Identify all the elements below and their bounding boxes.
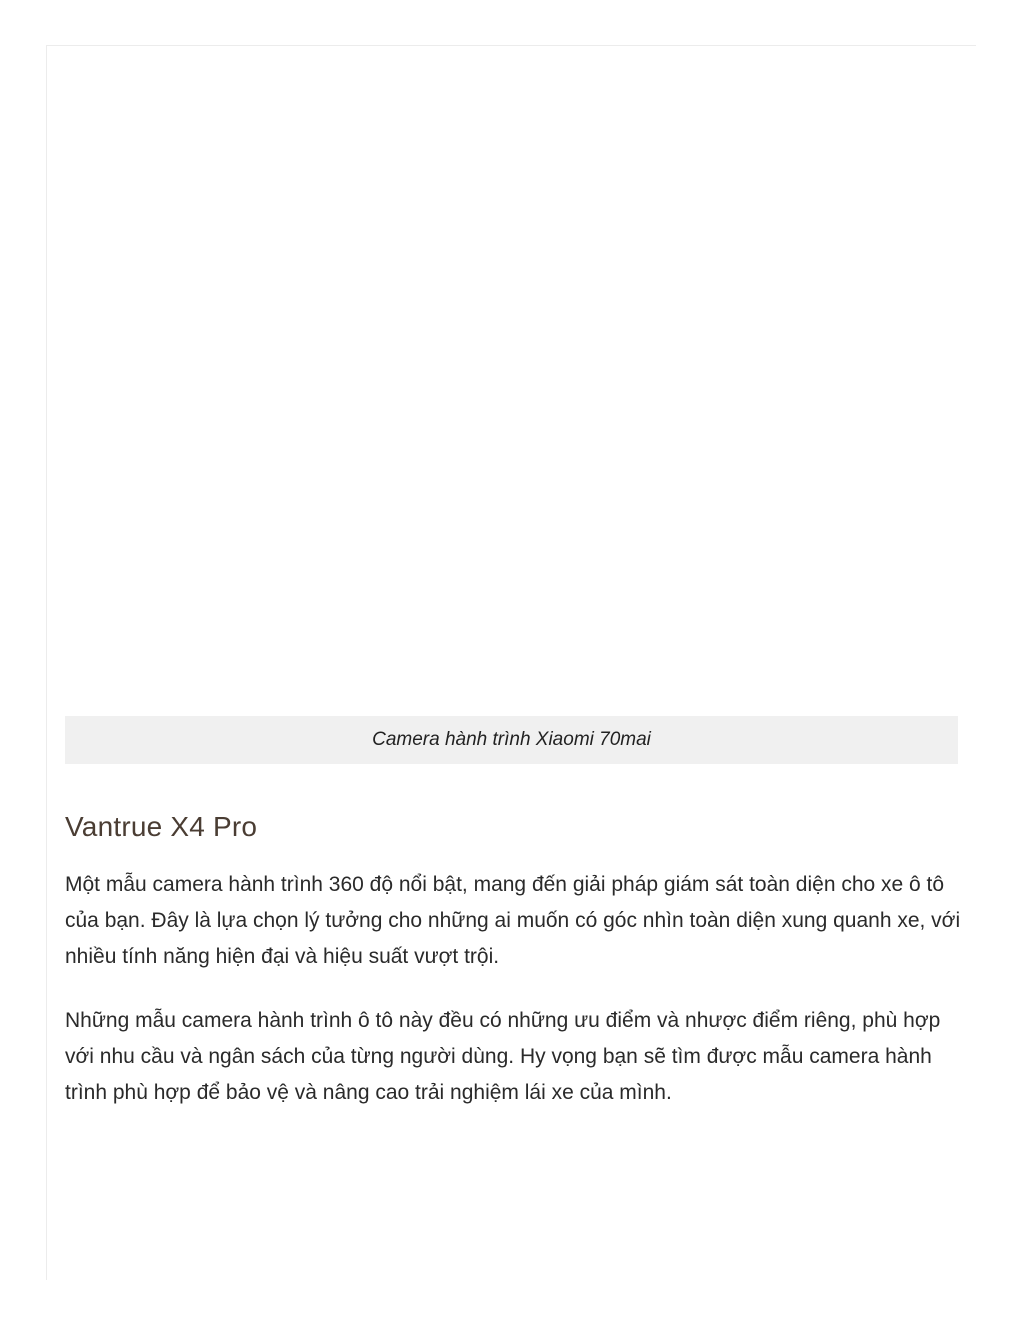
section-heading: Vantrue X4 Pro bbox=[65, 811, 258, 842]
paragraph-intro: Một mẫu camera hành trình 360 độ nổi bật, mang đến giải pháp giám sát toàn diện cho xe ô tô của bạn. Đây là lựa chọn lý tưởng cho những ai muốn có góc nhìn toàn diện xung quanh xe, với nhiều tính năng hiện đại và hiệu suất vượt trội. bbox=[65, 873, 961, 968]
caption-text: Camera hành trình Xiaomi 70mai bbox=[372, 729, 651, 750]
image-caption bbox=[65, 716, 958, 764]
paragraph-conclusion: Những mẫu camera hành trình ô tô này đều có những ưu điểm và nhược điểm riêng, phù hợp với nhu cầu và ngân sách của từng người dùng. Hy vọng bạn sẽ tìm được mẫu camera hành trình phù hợp để bảo vệ và nâng cao trải nghiệm lái xe của mình. bbox=[65, 1009, 941, 1104]
product-image-placeholder bbox=[65, 60, 958, 715]
